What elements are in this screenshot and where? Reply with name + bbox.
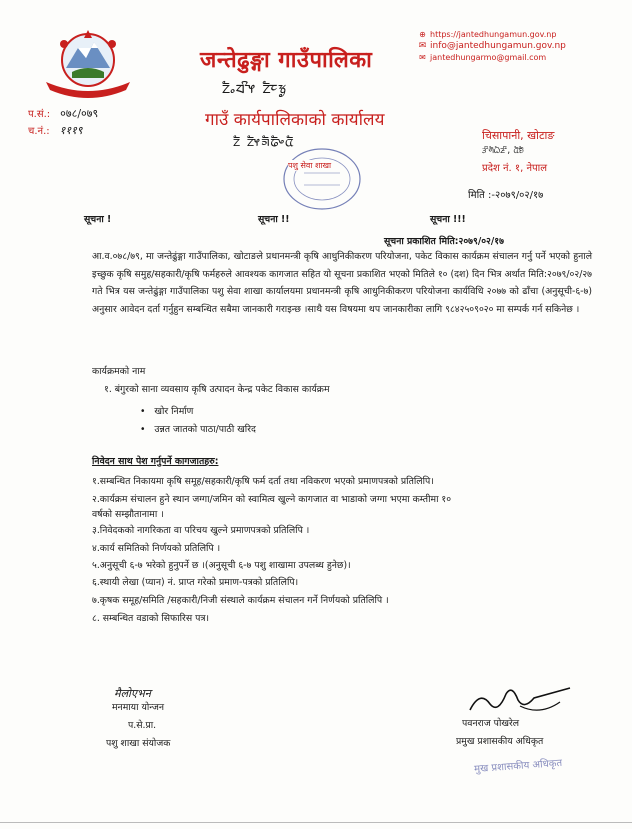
document-item: ४.कार्य समितिको निर्णयको प्रतिलिपि । — [92, 543, 221, 554]
document-item: ५.अनुसूची ६-७ भरेको हुनुपर्ने छ ।(अनुसूची ६-७ पशु शाखामा उपलब्ध हुनेछ)। — [92, 560, 351, 571]
program-bullet: • खोर निर्माण — [140, 406, 194, 417]
email2-contact: ✉ jantedhungarmo@gmail.com — [419, 53, 547, 62]
document-item: १.सम्बन्धित निकायमा कृषि समूह/सहकारी/कृषि फर्म दर्ता तथा नविकरण भएको प्रमाणपत्रको प्रतिलिपि। — [92, 476, 434, 487]
notice-label-1: सूचना ! — [84, 214, 112, 225]
right-signatory-role: प्रमुख प्रशासकीय अधिकृत — [456, 736, 544, 747]
website-contact: ⊕ https://jantedhungamun.gov.np — [419, 30, 557, 39]
right-signatory-name: पवनराज पोखरेल — [462, 718, 520, 729]
left-signatory-designation: प.से.प्रा. — [128, 720, 157, 731]
address-line3: प्रदेश नं. १, नेपाल — [482, 163, 548, 174]
notice-label-3: सूचना !!! — [430, 214, 466, 225]
office-name-limbu: ᤁᤠ ᤁᤠᤶᤈᤠᤒᤠᤴᤂᤠ — [233, 132, 295, 150]
program-bullet: • उन्नत जातको पाठा/पाठी खरिद — [140, 424, 256, 435]
official-stamp: मुख प्रशासकीय अधिकृत — [473, 757, 563, 776]
address-line1: चिसापानी, खोटाङ — [482, 129, 555, 142]
office-seal — [280, 145, 364, 217]
documents-heading: निवेदन साथ पेश गर्नुपर्ने कागजातहरु: — [92, 456, 219, 467]
program-item: १. बंगुरको साना व्यवसाय कृषि उत्पादन केन्द्र पकेट विकास कार्यक्रम — [104, 384, 330, 395]
municipality-name-limbu: ᤁᤠᤱᤔᤡᤶ ᤁᤠᤰᤃᤢ — [222, 78, 288, 98]
email-icon: ✉ — [419, 53, 426, 62]
document-item: ६.स्थायी लेखा (प्यान) नं. प्राप्त गरेको प्रमाण-पत्रको प्रतिलिपि। — [92, 577, 299, 588]
globe-icon: ⊕ — [419, 30, 426, 39]
document-item: ७.कृषक समूह/समिति /सहकारी/निजी संस्थाले कार्यक्रम संचालन गर्ने निर्णयको प्रतिलिपि । — [92, 595, 389, 606]
left-signature: मैलोएभन — [114, 687, 151, 700]
seal-label: पशु सेवा शाखा — [288, 161, 332, 170]
document-item: ८. सम्बन्धित वडाको सिफारिस पत्र। — [92, 613, 210, 624]
address-line2: ᤋᤡᤛᤠᤐᤠᤏᤡ, ᤂᤠᤎᤠ — [482, 145, 524, 156]
left-signatory-role: पशु शाखा संयोजक — [106, 738, 171, 749]
government-emblem-logo — [40, 22, 136, 104]
reference-ps: प.सं.: ०७८/०७९ — [28, 107, 99, 120]
reference-cn: च.नं.: १११९ — [28, 124, 83, 137]
bullet-icon: • — [140, 406, 146, 417]
email-icon: ✉ — [418, 41, 427, 51]
bullet-icon: • — [140, 424, 146, 435]
municipality-name: जन्तेढुङ्गा गाउँपालिका — [200, 48, 373, 73]
published-date-line: सूचना प्रकाशित मिति:२०७९/०२/१७ — [384, 236, 504, 247]
notice-label-2: सूचना !! — [258, 214, 290, 225]
document-item: २.कार्यक्रम संचालन हुने स्थान जग्गा/जमिन को स्वामित्व खुल्ने कागजात वा भाडाको जग्गा भएमा कम्तीमा १० — [92, 494, 452, 505]
issue-date: मिति :-२०७९/०२/१७ — [468, 190, 544, 201]
document-item: ३.निवेदकको नागरिकता वा परिचय खुल्ने प्रमाणपत्रको प्रतिलिपि । — [92, 525, 310, 536]
page-bottom-edge — [0, 822, 632, 823]
program-label: कार्यक्रमको नाम — [92, 366, 146, 377]
office-name: गाउँ कार्यपालिकाको कार्यालय — [205, 110, 385, 130]
left-signatory-name: मनमाया योन्जन — [112, 702, 165, 713]
notice-paragraph: आ.व.०७८/७९, मा जन्तेढुंङ्गा गाउँपालिका, खोटाङले प्रधानमन्त्री कृषि आधुनिकीकरण परियोजना, पकेट विकास कार्यक्रम संचालन गर्नु पर्ने भएको हुनाले इच्छुक कृषि समुह/सहकारी/कृषि फर्महरुले आवश्यक कागजात सहित यो सूचना प्रकाशित भएको मितिले १० (दश) दिन भित्र अर्थात मिति:२०७९/०२/२७ गते भित्र यस जन्तेढुंङ्गा गाउँपालिका पशु सेवा शाखा कार्यालयमा प्रधानमन्त्री कृषि आधुनिकीकरण परियोजना कार्यविधि २०७७ को ढाँचा (अनुसूची-६-७) अनुसार आवेदन दर्ता गर्नुहुन सम्बन्धित सबैमा जानकारी गराइन्छ ।साथै यस विषयमा थप जानकारीका लागि ९८४२५०९०२० मा सम्पर्क गर्न सकिनेछ । — [92, 251, 592, 315]
document-item: वर्षको सम्झौतानामा । — [92, 509, 164, 520]
email-contact: ✉ info@jantedhungamun.gov.np — [418, 41, 566, 51]
